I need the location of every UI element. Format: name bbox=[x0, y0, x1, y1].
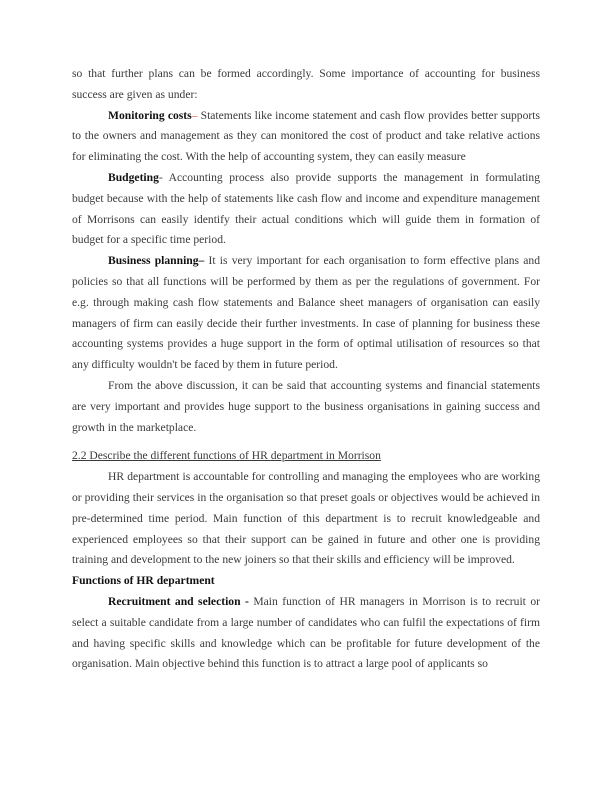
monitoring-costs-dash: – bbox=[191, 108, 198, 122]
budgeting-label: Budgeting bbox=[108, 170, 159, 184]
monitoring-costs-paragraph bbox=[72, 106, 540, 168]
business-planning-label: Business planning– bbox=[108, 254, 205, 268]
conclusion-paragraph: From the above discussion, it can be said that accounting systems and financial statements are very important and provides huge support to the business organisations in gaining success and growth in the marketplace. bbox=[72, 378, 540, 434]
business-planning-paragraph bbox=[72, 251, 540, 376]
recruitment-label: Recruitment and selection - bbox=[108, 594, 249, 608]
budgeting-text: Accounting process also provide supports the management in formulating budget because with the help of statements like cash flow and income and expenditure management of Morrisons can easily identify their actual conditions which will guide them in formation of budget for a specific time period. bbox=[72, 170, 540, 247]
monitoring-costs-text: Statements like income statement and cash flow provides better supports to the owners and management as they can monitored the cost of product and take relative actions for eliminating the cost. With the help of accounting system, they can easily measure bbox=[72, 108, 540, 164]
recruitment-text: Main function of HR managers in Morrison is to recruit or select a suitable candidate from a large number of candidates who can fulfil the expectations of firm and having specific skills and knowledge which can be profitable for future development of the organisation. Main objective behind this function is to attract a large pool of applicants so bbox=[72, 594, 540, 671]
budgeting-paragraph bbox=[72, 168, 540, 251]
business-planning-text: It is very important for each organisation to form effective plans and policies so that all functions will be performed by them as per the regulations of government. For e.g. through making cash flow statements and Balance sheet managers of organisation can easily managers of firm can easily decide their further investments. In case of planning for business these accounting systems provides a huge support in the form of optimal utilisation of resources so that any difficulty wouldn't be faced by them in future period. bbox=[72, 254, 540, 372]
hr-intro-paragraph: HR department is accountable for controlling and managing the employees who are working or providing their services in the organisation so that preset goals or objectives would be achieved in pre-determined time period. Main function of this department is to recruit knowledgeable and experienced employees so that their support can be gained in future and other one is providing training and development to the new joiners so that their skills and efficiency will be improved. bbox=[72, 470, 540, 567]
functions-heading: Functions of HR department bbox=[72, 574, 215, 588]
monitoring-costs-label: Monitoring costs bbox=[108, 108, 192, 122]
document-page bbox=[72, 64, 540, 675]
intro-paragraph: so that further plans can be formed accordingly. Some importance of accounting for business success are given as under: bbox=[72, 67, 540, 101]
section-heading: 2.2 Describe the different functions of HR department in Morrison bbox=[72, 449, 381, 463]
recruitment-paragraph bbox=[72, 592, 540, 675]
budgeting-dash: - bbox=[158, 170, 163, 184]
